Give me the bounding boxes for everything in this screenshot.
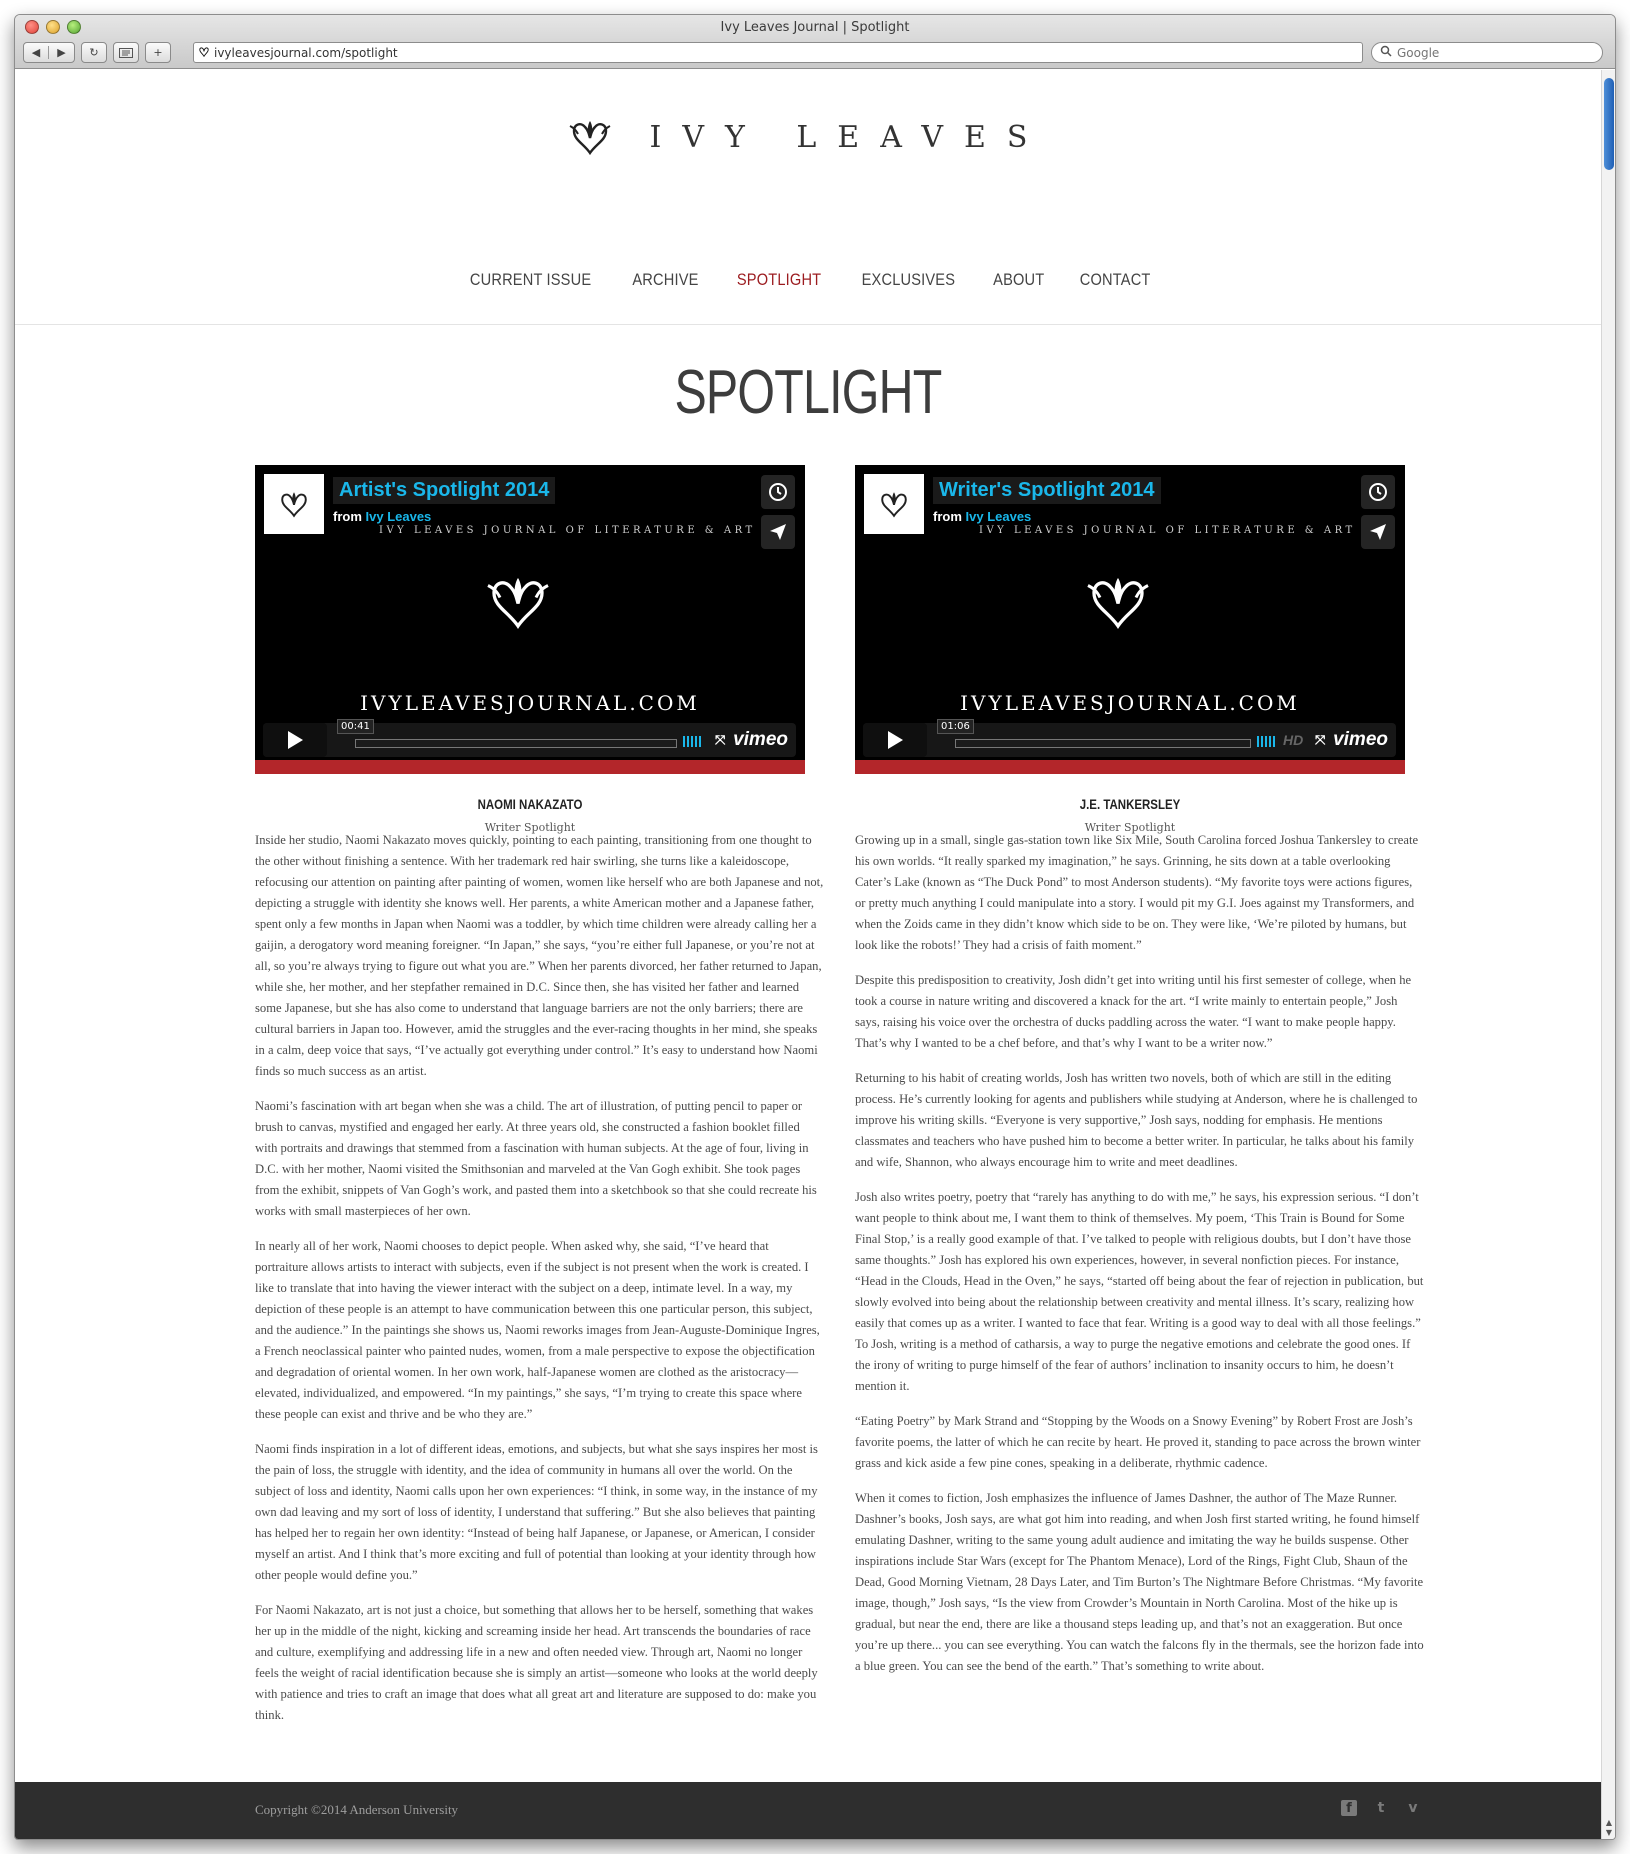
article-paragraph: When it comes to fiction, Josh emphasizes the influence of James Dashner, the author of The Maze Runner. Dashner’s books, Josh says, are what got him into reading, and when Josh first started writing, he found himself emulating Dashner, writing to the same young adult audience and imitating the way he builds suspense. Other inspirations include Star Wars (except for The Phantom Menace), Lord of the Rings, Fight Club, Shaun of the Dead, Good Morning Vietnam, 28 Days Later, and Tim Burton’s The Nightmare Before Christmas. “My favorite image, though,” Josh says, “Is the view from Crowder’s Mountain in North Carolina. Most of the hike up is gradual, but near the end, there are like a thousand steps leading up, and that’s not an exaggeration. But once you’re up there... you can see everything. You can watch the falcons fly in the thermals, see the horizon fade into a blue green. You can see the bend of the earth.” That’s something to write about. xyxy=(855,1491,1424,1673)
video-site-text: IVYLEAVESJOURNAL.COM xyxy=(360,691,700,715)
article-paragraph: Naomi’s fascination with art began when she was a child. The art of illustration, of putting pencil to paper or brush to canvas, mystified and engaged her early. At three years old, she constructed a fashion booklet filled with portraits and drawings that stemmed from a fascination with human subjects. At the age of four, living in D.C. with her mother, Naomi visited the Smithsonian and marveled at the Van Gogh exhibit. She took pages from the exhibit, snippets of Van Gogh’s work, and pasted them into a sketchbook so that she could recreate his works with small masterpieces of her own. xyxy=(255,1099,817,1218)
video-caption-writer xyxy=(855,796,1405,834)
article-paragraph: Returning to his habit of creating worlds, Josh has written two novels, both of which are still in the editing process. He’s currently looking for agents and publishers while studying at Anderson, where he is challenged to improve his writing skills. “Everyone is very supportive,” Josh says, nodding for emphasis. He mentions classmates and teachers who have pushed him to become a better writer. In particular, he talks about his family and wife, Shannon, who always encourage him to write and meet deadlines. xyxy=(855,1071,1418,1169)
share-button[interactable] xyxy=(1361,515,1395,549)
vimeo-icon[interactable]: v xyxy=(1408,1800,1418,1816)
video-player-writer[interactable] xyxy=(855,465,1405,774)
scroll-arrows[interactable]: ▲ ▼ xyxy=(1605,1818,1613,1837)
play-button[interactable] xyxy=(863,723,927,757)
back-button[interactable]: ◀ xyxy=(24,46,49,59)
video-author-link[interactable]: Ivy Leaves xyxy=(365,509,432,524)
search-input[interactable] xyxy=(1397,46,1577,60)
video-author-link[interactable]: Ivy Leaves xyxy=(965,509,1032,524)
article-paragraph: Naomi finds inspiration in a lot of different ideas, emotions, and subjects, but what she says inspires her most is the pain of loss, the struggle with identity, and the idea of community in humans all over the world. On the subject of loss and identity, Naomi calls upon her own experiences: “I think, in some way, in the instance of my own dad leaving and my sort of loss of identity, I understand that suffering.” But she also believes that painting has helped her to regain her own identity: “Instead of being half Japanese, or Japanese, or American, I consider myself an artist. And I think that’s more exciting and full of potential than looking at your identity through how other people would define you.” xyxy=(255,1442,818,1582)
video-duration: 01:06 xyxy=(937,719,974,734)
video-channel-avatar[interactable] xyxy=(864,474,924,534)
video-subtitle: IVY LEAVES JOURNAL OF LITERATURE & ART xyxy=(979,525,1356,536)
video-byline xyxy=(933,509,1031,524)
volume-icon[interactable] xyxy=(683,736,701,747)
main-nav xyxy=(15,270,1601,290)
video-byline xyxy=(333,509,431,524)
favicon-icon xyxy=(198,46,210,60)
url-text: ivyleavesjournal.com/spotlight xyxy=(214,45,398,60)
article-paragraph: Josh also writes poetry, poetry that “rarely has anything to do with me,” he says, his expression serious. “I don’t want people to think about me, I want them to think of themselves. My poem, ‘This Train is Bound for Some Final Stop,’ is a really good example of that. I’ve talked to people with religious doubts, but I don’t have those same thoughts.” Josh has explored his own experiences, however, in several nonfiction pieces. For instance, “Head in the Clouds, Head in the Oven,” he says, “started off being about the fear of rejection in publication, but slowly evolved into being about the relationship between creativity and mental illness. It’s scary, realizing how easily that comes up as a writer. I wanted to face that fear. Writing is a good way to deal with all those feelings.” To Josh, writing is a method of catharsis, a way to purge the negative emotions and celebrate the good ones. If the irony of writing to purge himself of the fear of authors’ inclination to insanity occurs to him, he doesn’t mention it. xyxy=(855,1190,1424,1393)
copyright-text: Copyright ©2014 Anderson University xyxy=(255,1802,459,1817)
video-accent-bar xyxy=(855,760,1405,774)
caption-role: Writer Spotlight xyxy=(1084,821,1176,834)
site-logo[interactable] xyxy=(15,118,1601,156)
video-channel-avatar[interactable] xyxy=(264,474,324,534)
caption-name: NAOMI NAKAZATO xyxy=(477,796,583,812)
watch-later-button[interactable] xyxy=(1361,475,1395,509)
video-controls xyxy=(263,723,796,757)
browser-window xyxy=(14,14,1616,1840)
article-paragraph: Despite this predisposition to creativity, Josh didn’t get into writing until his first semester of college, when he took a course in nature writing and discovered a knack for the art. “I write mainly to entertain people,” Josh says, raising his voice over the orchestra of ducks paddling across the water. “I want to make people happy. That’s why I wanted to be a chef before, and that’s why I want to be a writer now.” xyxy=(855,973,1412,1050)
vimeo-logo[interactable]: vimeo xyxy=(733,729,788,750)
ivy-leaf-logo-icon xyxy=(485,573,551,635)
video-title[interactable]: Artist's Spotlight 2014 xyxy=(333,477,555,504)
nav-spotlight[interactable]: SPOTLIGHT xyxy=(736,270,821,289)
social-links xyxy=(1341,1800,1421,1816)
video-controls xyxy=(863,723,1396,757)
article-paragraph: Inside her studio, Naomi Nakazato moves quickly, pointing to each painting, transitioning from one thought to the other without finishing a sentence. With her trademark red hair swirling, she turns like a kaleidoscope, refocusing our attention on painting after painting of women, women like herself who are both Japanese and not, depicting a struggle with identity she knows well. Her parents, a white American mother and a Japanese father, spent only a few months in Japan when Naomi was a toddler, by which time children were already calling her a gaijin, a derogatory word meaning foreigner. “In Japan,” she says, “you’re either full Japanese, or you’re not at all, so you’re always trying to figure out what you are.” When her parents divorced, her father returned to Japan, while she, her mother, and her stepfather remained in D.C. Since then, she has visited her father and learned some Japanese, but she has also come to understand that language barriers are not the only barriers; there are cultural barriers in Japan too. However, amid the struggles and the ever-racing thoughts in her mind, she speaks in a calm, deep voice that says, “I’ve actually got everything under control.” It’s easy to understand how Naomi finds so much success as an artist. xyxy=(255,833,824,1078)
article-paragraph: In nearly all of her work, Naomi chooses to depict people. When asked why, she said, “I’ve heard that portraiture allows artists to interact with subjects, even if the subject is not present when the work is created. I like to translate that into having the viewer interact with the subject on a deep, intimate level. In a way, my depiction of these people is an attempt to have communication between this one particular person, this subject, and the audience.” In the paintings she shows us, Naomi reworks images from Jean-Auguste-Dominique Ingres, a French neoclassical painter who painted nudes, women, from a male perspective to expose the objectification and degradation of oriental women. In her own work, half-Japanese women are clothed as the aristocracy—elevated, individualized, and empowered. “In my paintings,” she says, “I’m trying to create this space where these people can exist and thrive and be who they are.” xyxy=(255,1239,820,1421)
fullscreen-icon[interactable]: ⤧ xyxy=(1315,733,1326,748)
video-accent-bar xyxy=(255,760,805,774)
fullscreen-icon[interactable]: ⤧ xyxy=(715,733,726,748)
video-from-label: from xyxy=(933,509,962,524)
video-progress-bar[interactable] xyxy=(355,739,677,748)
article-josh xyxy=(855,830,1425,1691)
caption-name: J.E. TANKERSLEY xyxy=(1079,796,1181,812)
video-from-label: from xyxy=(333,509,362,524)
article-paragraph: For Naomi Nakazato, art is not just a choice, but something that allows her to be herself, something that wakes her up in the middle of the night, kicking and screaming inside her head. Art transcends the boundaries of race and culture, exemplifying and addressing life in a new and often needed view. Through art, Naomi no longer feels the weight of racial identification because she is simply an artist—someone who looks at the world deeply with patience and tries to craft an image that does what all great art and literature are supposed to do: make you think. xyxy=(255,1603,818,1722)
page-title: SPOTLIGHT xyxy=(674,358,942,427)
site-footer xyxy=(15,1782,1601,1840)
share-button[interactable] xyxy=(761,515,795,549)
video-progress-bar[interactable] xyxy=(955,739,1251,748)
browser-toolbar xyxy=(23,42,171,63)
scrollbar-thumb[interactable] xyxy=(1604,78,1614,170)
hd-toggle[interactable]: HD xyxy=(1283,732,1304,748)
article-paragraph: Growing up in a small, single gas-station town like Six Mile, South Carolina forced Joshua Tankersley to create his own worlds. “It really sparked my imagination,” he says. Grinning, he sits down at a table overlooking Cater’s Lake (known as “The Duck Pond” to most Anderson students). “My favorite toys were actions figures, or pretty much anything I could manipulate into a story. I would pit my G.I. Joes against my Transformers, and when the Zoids came in they didn’t know which side to be on. They were like, ‘We’re piloted by humans, but look like the robots!’ They had a crisis of faith moment.” xyxy=(855,833,1419,952)
article-naomi xyxy=(255,830,825,1740)
facebook-icon[interactable]: f xyxy=(1341,1800,1357,1816)
page-viewport xyxy=(15,70,1601,1840)
site-name: IVY LEAVES xyxy=(649,119,1049,155)
vimeo-logo[interactable]: vimeo xyxy=(1333,729,1388,750)
play-button[interactable] xyxy=(263,723,327,757)
forward-button[interactable]: ▶ xyxy=(57,46,66,59)
header-divider xyxy=(15,324,1601,325)
search-icon xyxy=(1380,45,1392,60)
vertical-scrollbar[interactable] xyxy=(1601,70,1615,1840)
ivy-leaf-logo-icon xyxy=(568,118,612,156)
search-field[interactable] xyxy=(1371,42,1603,63)
address-bar[interactable] xyxy=(193,42,1363,63)
nav-contact[interactable]: CONTACT xyxy=(1079,270,1151,289)
nav-archive[interactable]: ARCHIVE xyxy=(632,270,699,289)
video-title[interactable]: Writer's Spotlight 2014 xyxy=(933,477,1161,504)
ivy-leaf-logo-icon xyxy=(1085,573,1151,635)
nav-current-issue[interactable]: CURRENT ISSUE xyxy=(469,270,591,289)
article-paragraph: “Eating Poetry” by Mark Strand and “Stopping by the Woods on a Snowy Evening” by Robert Frost are Josh’s favorite poems, the latter of which he can recite by heart. He proved it, standing to pace across the brown winter grass and kick aside a few pine cones, speaking in a deliberate, rhythmic cadence. xyxy=(855,1414,1421,1470)
add-bookmark-button[interactable]: + xyxy=(145,42,171,63)
twitter-icon[interactable]: t xyxy=(1377,1800,1385,1816)
video-caption-artist xyxy=(255,796,805,834)
video-duration: 00:41 xyxy=(337,719,374,734)
reader-icon[interactable] xyxy=(113,42,139,63)
nav-exclusives[interactable]: EXCLUSIVES xyxy=(861,270,955,289)
nav-about[interactable]: ABOUT xyxy=(992,270,1044,289)
window-title: Ivy Leaves Journal | Spotlight xyxy=(720,20,910,35)
video-site-text: IVYLEAVESJOURNAL.COM xyxy=(960,691,1300,715)
video-player-artist[interactable] xyxy=(255,465,805,774)
volume-icon[interactable] xyxy=(1257,736,1275,747)
watch-later-button[interactable] xyxy=(761,475,795,509)
video-subtitle: IVY LEAVES JOURNAL OF LITERATURE & ART xyxy=(379,525,756,536)
history-buttons xyxy=(23,42,75,63)
caption-role: Writer Spotlight xyxy=(484,821,576,834)
reload-button[interactable]: ↻ xyxy=(81,42,107,63)
browser-chrome xyxy=(15,15,1615,69)
